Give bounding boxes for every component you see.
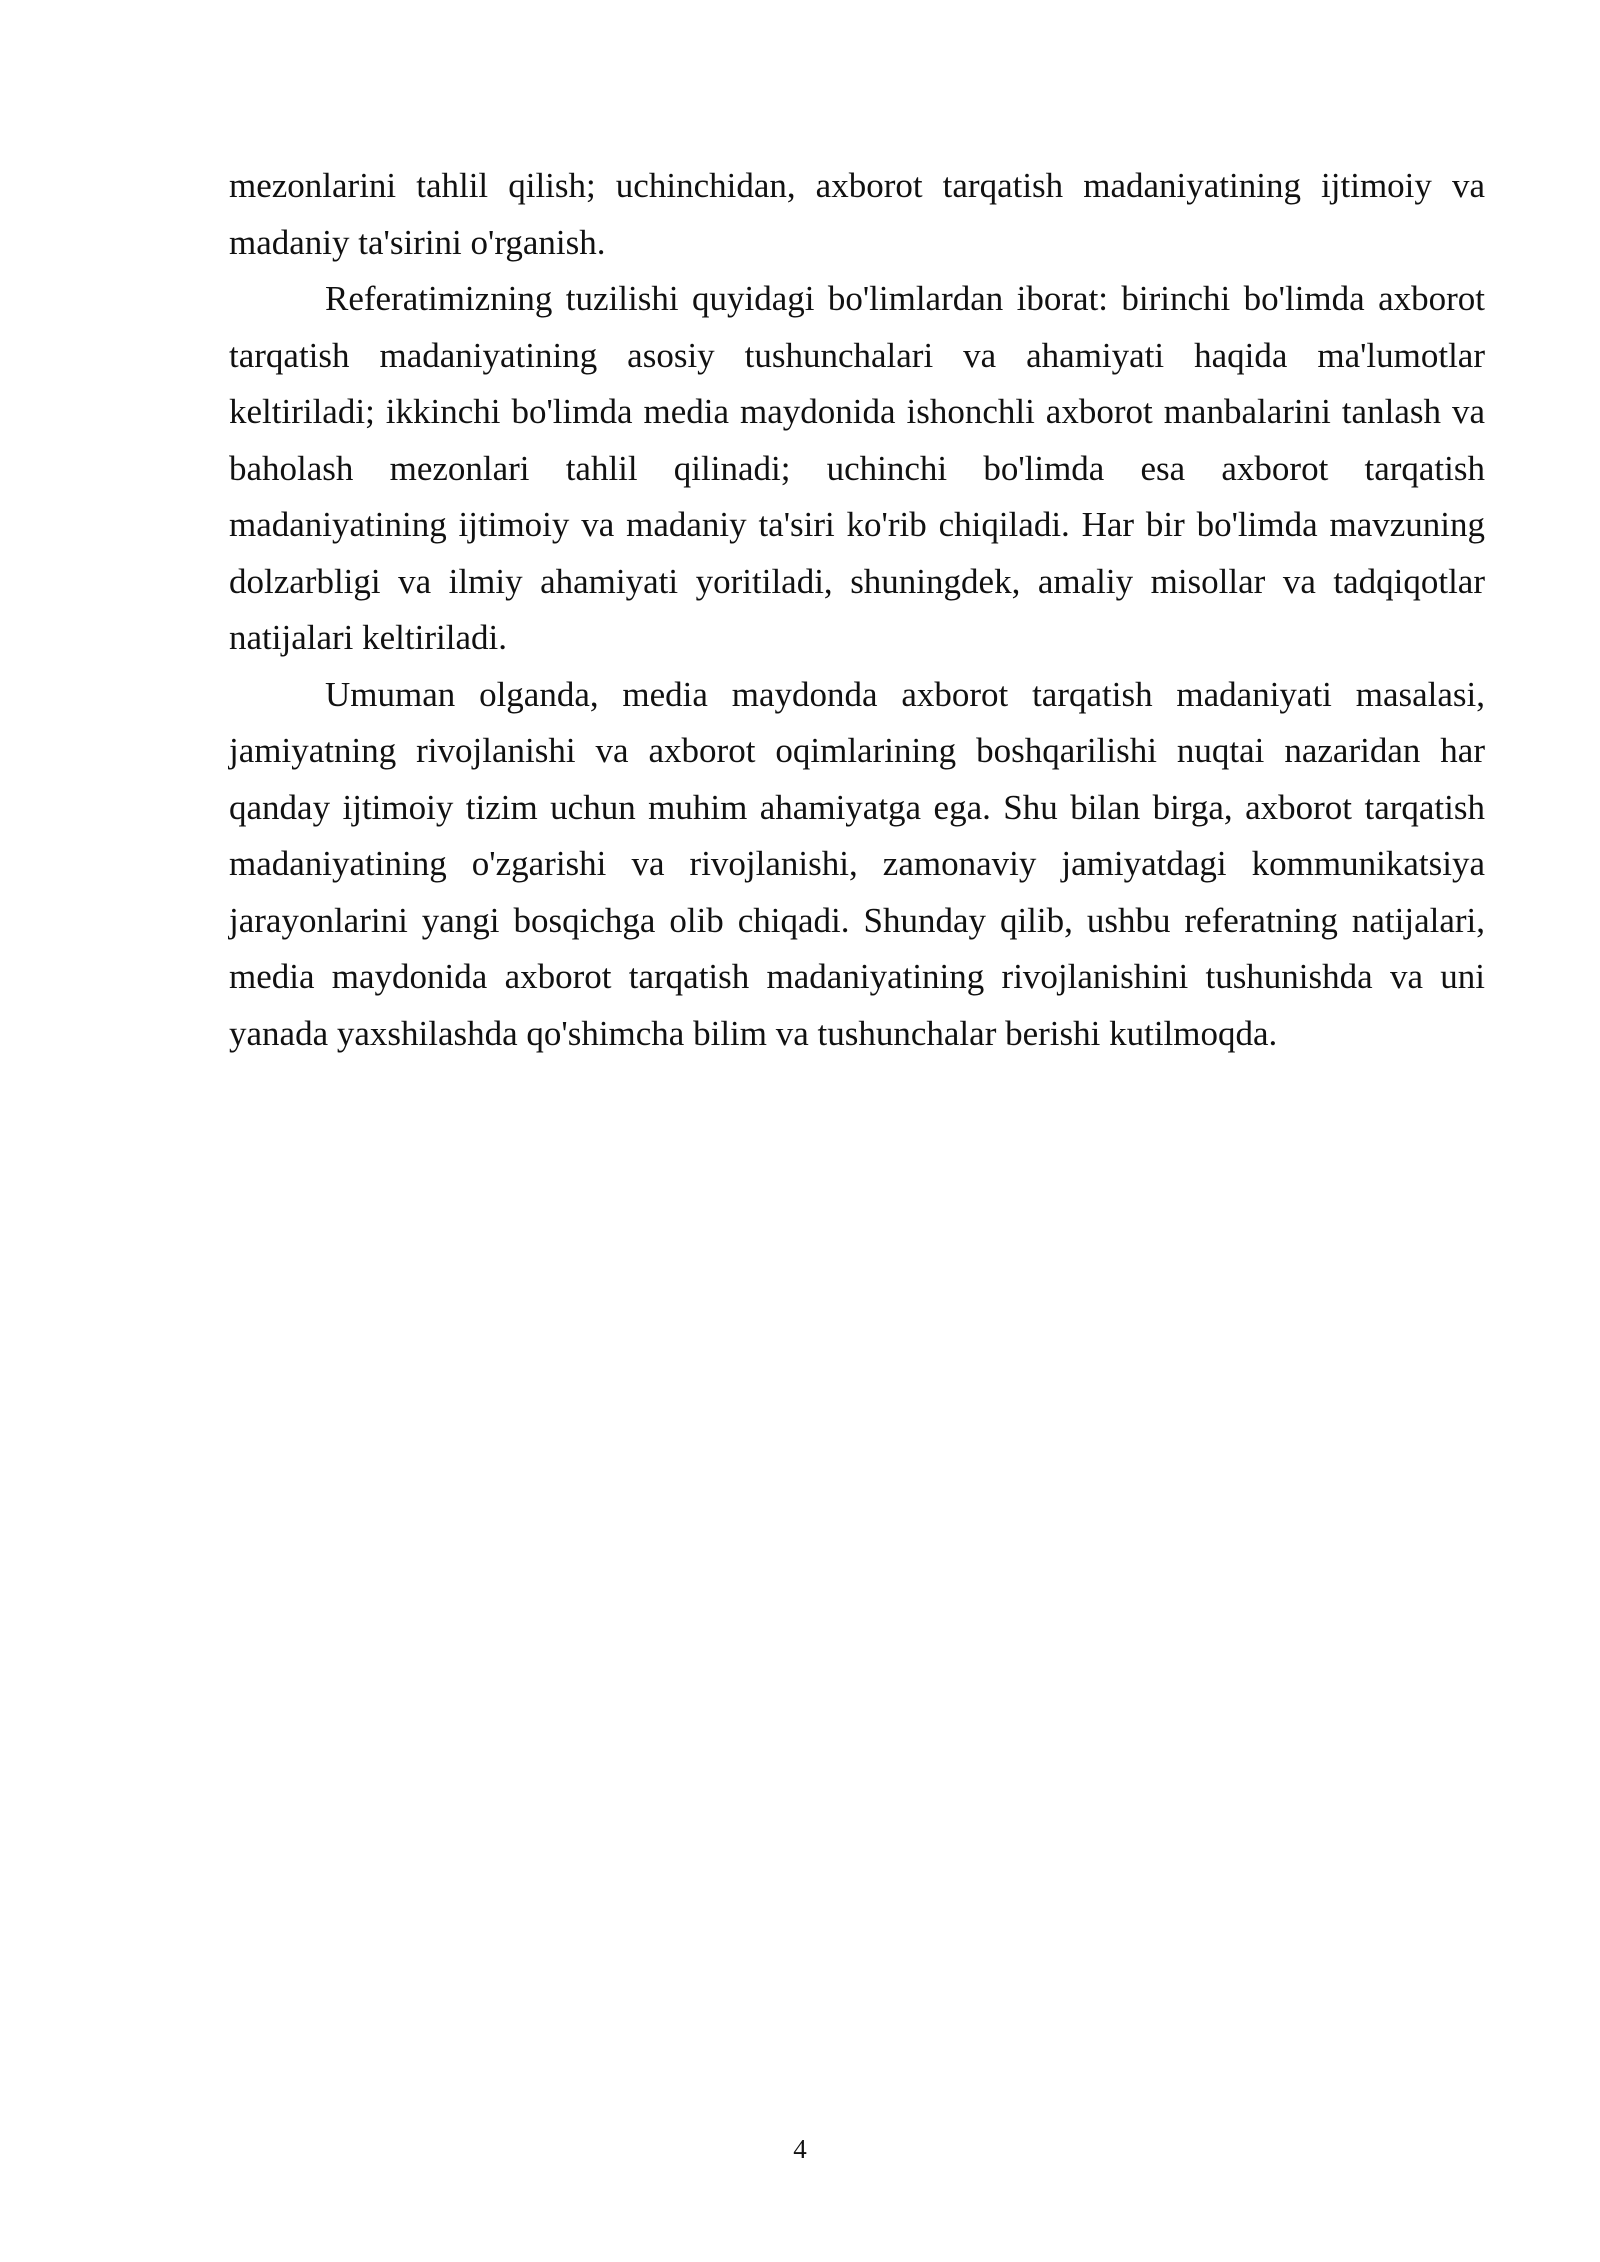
paragraph-conclusion: Umuman olganda, media maydonda axborot tarqatish madaniyati masalasi, jamiyatning rivojlanishi va axborot oqimlarining boshqarilishi nuqtai nazaridan har qanday ijtimoiy tizim uchun muhim ahamiyatga ega. Shu bilan birga, axborot tarqatish madaniyatining o'zgarishi va rivojlanishi, zamonaviy jamiyatdagi kommunikatsiya jarayonlarini yangi bosqichga olib chiqadi. Shunday qilib, ushbu referatning natijalari, media maydonida axborot tarqatish madaniyatining rivojlanishini tushunishda va uni yanada yaxshilashda qo'shimcha bilim va tushunchalar berishi kutilmoqda. — [229, 674, 1485, 1053]
paragraph-structure: Referatimizning tuzilishi quyidagi bo'limlardan iborat: birinchi bo'limda axborot tarqatish madaniyatining asosiy tushunchalari va ahamiyati haqida ma'lumotlar keltiriladi; ikkinchi bo'limda media maydonida ishonchli axborot manbalarini tanlash va baholash mezonlari tahlil qilinadi; uchinchi bo'limda esa axborot tarqatish madaniyatining ijtimoiy va madaniy ta'siri ko'rib chiqiladi. Har bir bo'limda mavzuning dolzarbligi va ilmiy ahamiyati yoritiladi, shuningdek, amaliy misollar va tadqiqotlar natijalari keltiriladi. — [229, 279, 1485, 657]
paragraph-continuation: mezonlarini tahlil qilish; uchinchidan, axborot tarqatish madaniyatining ijtimoiy va madaniy ta'sirini o'rganish. — [229, 166, 1485, 262]
body-text — [229, 158, 1485, 1062]
page-number: 4 — [793, 2134, 807, 2164]
